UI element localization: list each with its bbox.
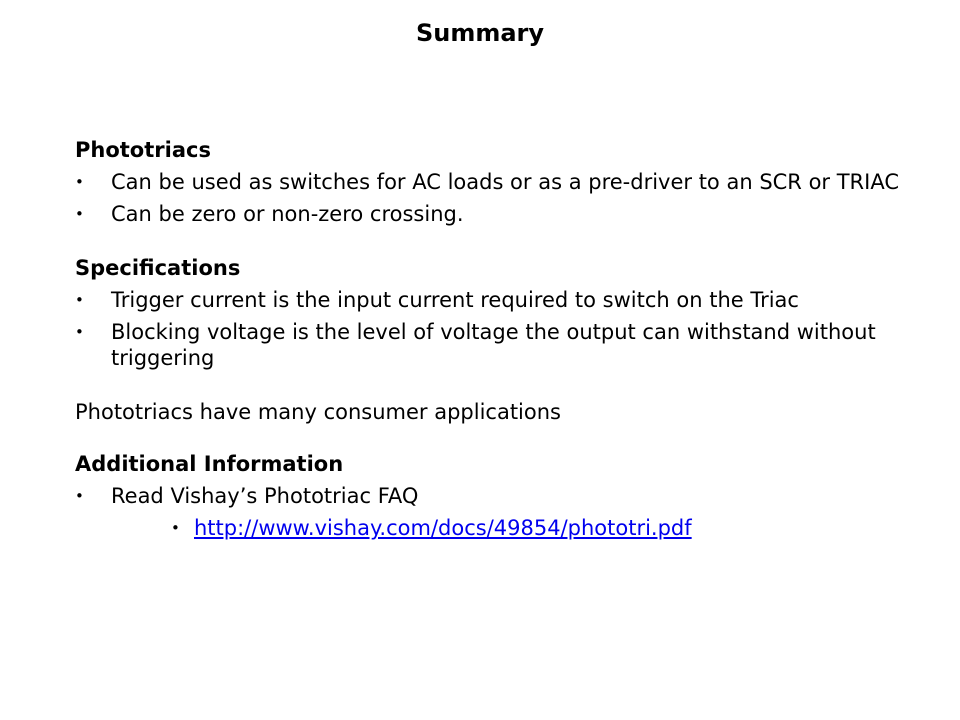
slide-title: Summary: [415, 19, 545, 47]
additional-sub-bullet-link: [75, 515, 925, 541]
consumer-applications-statement: Phototriacs have many consumer applications: [75, 400, 561, 424]
additional-bullet-list: [75, 483, 925, 541]
section-heading-specifications: Specifications: [75, 256, 241, 280]
specifications-bullet-2: • Blocking voltage is the level of voltage the output can withstand without triggering: [75, 319, 925, 371]
specifications-bullet-1: • Trigger current is the input current required to switch on the Triac: [75, 287, 925, 313]
phototriacs-bullet-1: • Can be used as switches for AC loads or as a pre-driver to an SCR or TRIAC: [75, 169, 925, 195]
specifications-bullet-list: [75, 287, 925, 371]
phototriac-faq-link[interactable]: http://www.vishay.com/docs/49854/phototri.pdf: [194, 516, 692, 540]
slide-content: [75, 137, 925, 541]
phototriacs-bullet-2: • Can be zero or non-zero crossing.: [75, 201, 925, 227]
phototriacs-bullet-list: [75, 169, 925, 227]
section-heading-additional-information: Additional Information: [75, 452, 344, 476]
additional-bullet-faq: • Read Vishay’s Phototriac FAQ: [75, 483, 925, 509]
section-heading-phototriacs: Phototriacs: [75, 138, 211, 162]
